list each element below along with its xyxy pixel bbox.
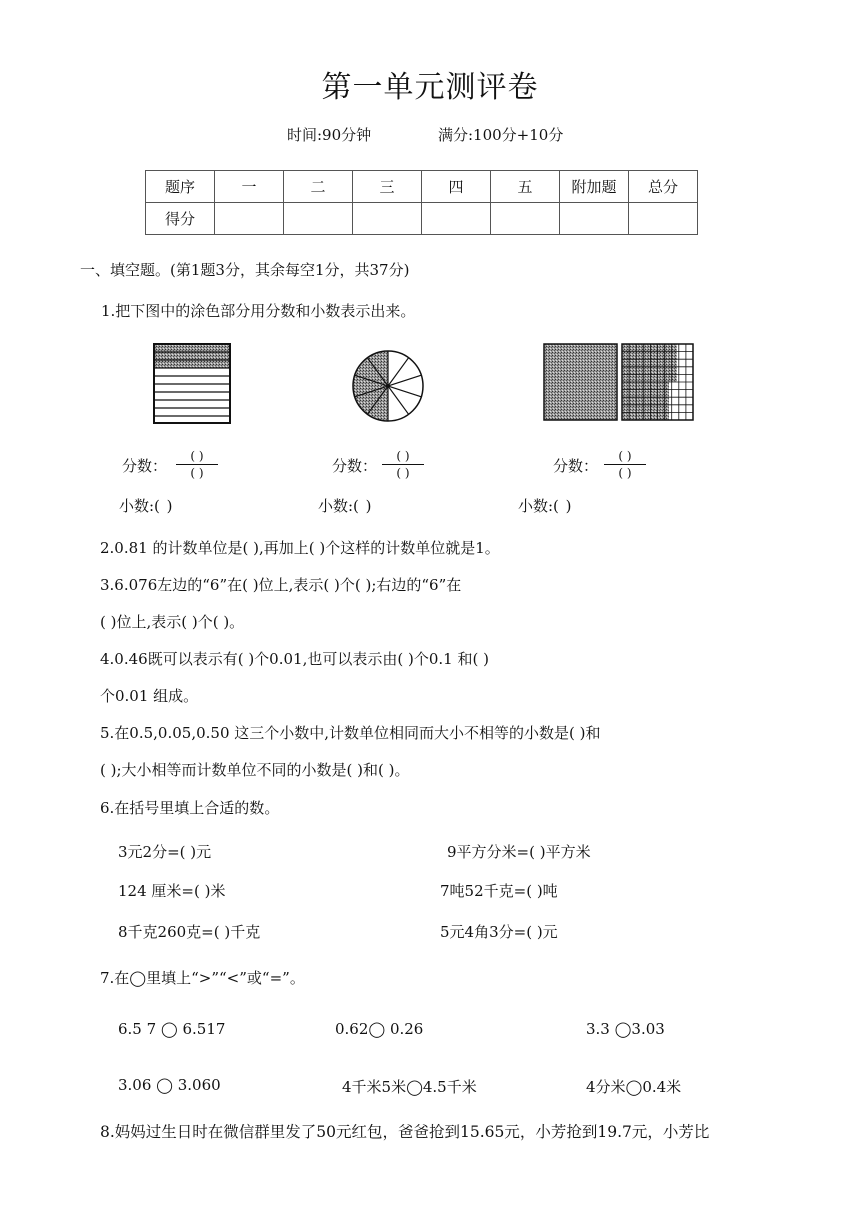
figure-striped-rectangle [153, 343, 233, 425]
full-score: 满分:100分+10分 [438, 126, 564, 144]
question-7: 7.在◯里填上“>”“<”或“=”。 [100, 969, 305, 987]
compare-item[interactable]: 3.3 ◯3.03 [586, 1020, 665, 1038]
question-4-line-1: 4.0.46既可以表示有( )个0.01,也可以表示由( )个0.1 和( ) [100, 650, 489, 668]
compare-item[interactable]: 0.62◯ 0.26 [335, 1020, 424, 1038]
score-cell[interactable] [284, 203, 353, 235]
score-header-cell: 附加题 [560, 171, 629, 203]
fraction-blank[interactable]: ( ) ( ) [176, 449, 218, 480]
score-table-header-row [146, 171, 698, 203]
score-table [145, 170, 698, 235]
score-header-cell: 总分 [629, 171, 698, 203]
question-6: 6.在括号里填上合适的数。 [100, 799, 280, 817]
figure-circle-sectors [351, 349, 425, 423]
score-cell[interactable] [491, 203, 560, 235]
time-limit: 时间:90分钟 [287, 126, 372, 144]
question-8: 8.妈妈过生日时在微信群里发了50元红包，爸爸抢到15.65元，小芳抢到19.7元，小芳比 [100, 1123, 710, 1141]
conversion-item[interactable]: 8千克260克=( )千克 [118, 923, 261, 941]
fraction-label: 分数： [122, 457, 168, 475]
question-5-line-2: ( );大小相等而计数单位不同的小数是( )和( )。 [100, 761, 410, 779]
score-cell[interactable] [215, 203, 284, 235]
conversion-item[interactable]: 3元2分=( )元 [118, 843, 212, 861]
conversion-item[interactable]: 124 厘米=( )米 [118, 882, 226, 900]
figure-square-grids [543, 343, 695, 423]
conversion-item[interactable]: 9平方分米=( )平方米 [447, 843, 591, 861]
score-row-label: 得分 [146, 203, 215, 235]
decimal-answer[interactable]: 小数:( ) [119, 497, 173, 515]
fraction-label: 分数： [553, 457, 599, 475]
compare-item[interactable]: 4千米5米◯4.5千米 [342, 1078, 477, 1096]
compare-item[interactable]: 6.5 7 ◯ 6.517 [118, 1020, 226, 1038]
score-cell[interactable] [560, 203, 629, 235]
score-cell[interactable] [422, 203, 491, 235]
fraction-blank[interactable]: ( ) ( ) [604, 449, 646, 480]
conversion-item[interactable]: 5元4角3分=( )元 [440, 923, 558, 941]
fraction-blank[interactable]: ( ) ( ) [382, 449, 424, 480]
score-header-cell: 四 [422, 171, 491, 203]
question-1: 1.把下图中的涂色部分用分数和小数表示出来。 [101, 302, 416, 320]
score-header-cell: 二 [284, 171, 353, 203]
compare-item[interactable]: 3.06 ◯ 3.060 [118, 1076, 221, 1094]
compare-item[interactable]: 4分米◯0.4米 [586, 1078, 682, 1096]
question-3-line-2: ( )位上,表示( )个( )。 [100, 613, 245, 631]
score-header-cell: 一 [215, 171, 284, 203]
score-header-cell: 五 [491, 171, 560, 203]
decimal-answer[interactable]: 小数:( ) [318, 497, 372, 515]
score-table-score-row [146, 203, 698, 235]
score-header-cell: 题序 [146, 171, 215, 203]
question-2: 2.0.81 的计数单位是( ),再加上( )个这样的计数单位就是1。 [100, 539, 500, 557]
fraction-label: 分数： [332, 457, 378, 475]
score-header-cell: 三 [353, 171, 422, 203]
score-cell[interactable] [629, 203, 698, 235]
section-heading: 一、填空题。(第1题3分，其余每空1分，共37分) [80, 261, 410, 279]
question-4-line-2: 个0.01 组成。 [100, 687, 199, 705]
decimal-answer[interactable]: 小数:( ) [518, 497, 572, 515]
question-3-line-1: 3.6.076左边的“6”在( )位上,表示( )个( );右边的“6”在 [100, 576, 462, 594]
conversion-item[interactable]: 7吨52千克=( )吨 [440, 882, 558, 900]
question-5-line-1: 5.在0.5,0.05,0.50 这三个小数中,计数单位相同而大小不相等的小数是( )和 [100, 724, 601, 742]
score-cell[interactable] [353, 203, 422, 235]
page-title: 第一单元测评卷 [321, 70, 539, 105]
